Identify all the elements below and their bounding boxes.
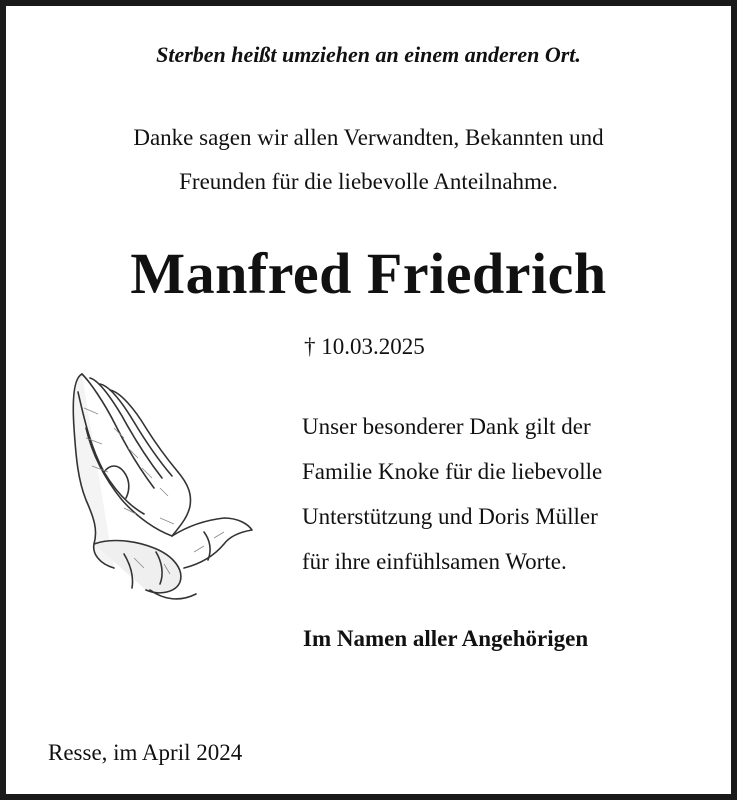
special-thanks-line: Familie Knoke für die liebevolle: [302, 459, 603, 484]
special-thanks-line: Unser besonderer Dank gilt der: [302, 414, 591, 439]
signature: Im Namen aller Angehörigen: [303, 626, 589, 651]
thanks-line: Freunden für die liebevolle Anteilnahme.: [179, 169, 558, 194]
death-date: † 10.03.2025: [304, 334, 425, 359]
place-date: Resse, im April 2024: [48, 740, 243, 765]
thanks-line: Danke sagen wir allen Verwandten, Bekannten und: [133, 125, 604, 150]
deceased-name: Manfred Friedrich: [130, 241, 607, 306]
special-thanks-line: für ihre einfühlsamen Worte.: [302, 549, 567, 574]
thanks-text: [6, 116, 731, 204]
special-thanks-line: Unterstützung und Doris Müller: [302, 504, 598, 529]
praying-hands-icon: [64, 368, 256, 604]
special-thanks: [302, 404, 602, 584]
motto: Sterben heißt umziehen an einem anderen Ort.: [156, 42, 581, 67]
